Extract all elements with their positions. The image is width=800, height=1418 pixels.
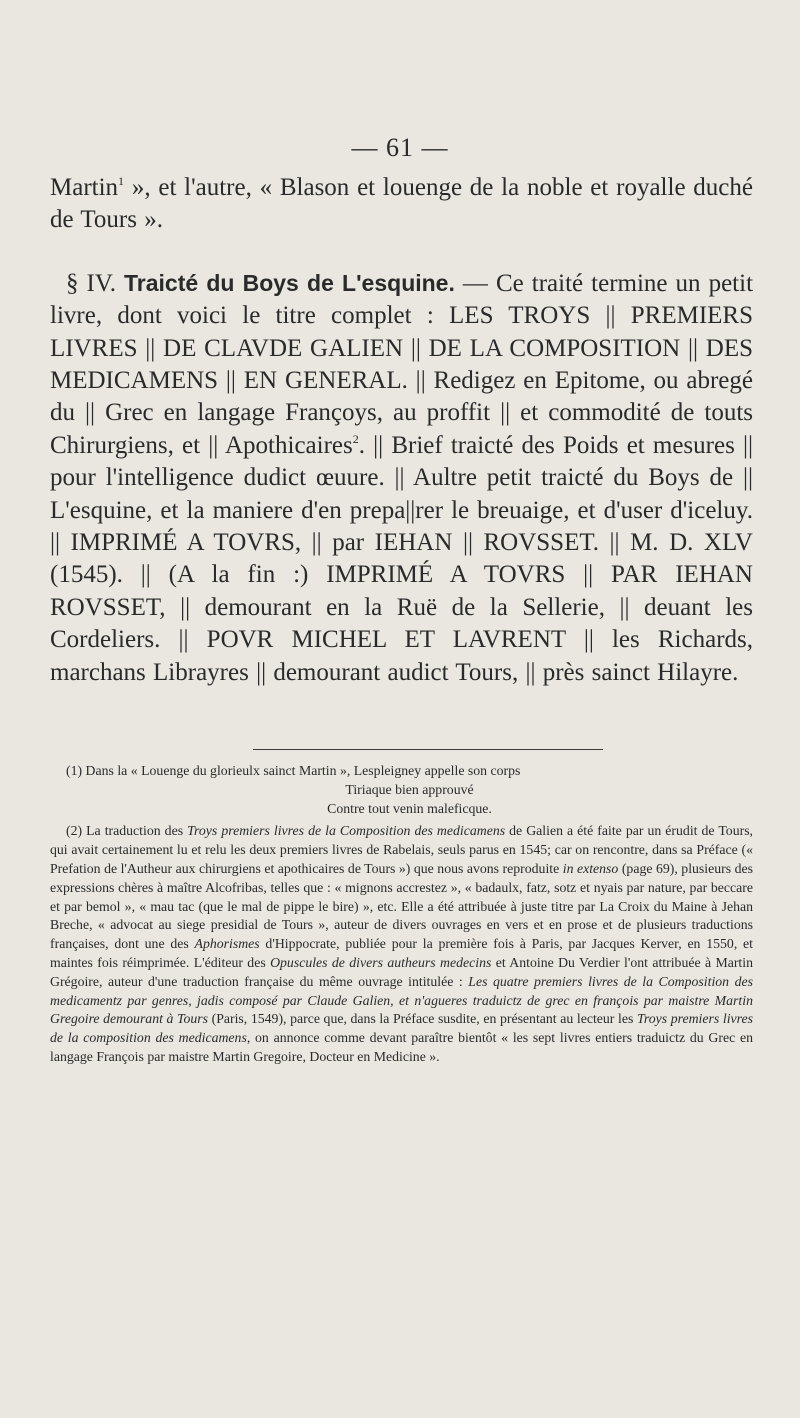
fn2-part-d: d'Hippocrate, publiée pour la première fois à Paris, par Jacques Kerver, en 1550, et maintes fois réimprimée. L'éditeur des [50, 936, 753, 970]
footnote-1-verse-1: Tiriaque bien approuvé [345, 781, 474, 797]
footnote-1-text: (1) Dans la « Louenge du glorieulx sainct Martin », Lespleigney appelle son corps [66, 763, 521, 778]
paragraph-2 [50, 267, 753, 689]
footnote-ref-1: 1 [118, 174, 125, 188]
fn2-italic-d: Opuscules de divers autheurs medecins [270, 954, 492, 970]
fn2-italic-c: Aphorismes [194, 936, 260, 952]
fn2-part-g: , on annonce comme devant paraître bientôt « les sept livres entiers traduictz du Grec en langage François par maistre Martin Gregoire, Docteur en Medicine ». [50, 1030, 753, 1064]
fn2-part-b: de Galien a été faite par un érudit de Tours, qui avait certainement lu et relu les deux premiers livres de Rabelais, seuls parus en 1545; car on rencontre, dans sa Préface (« Prefation de l'Autheur aux chirurgiens et apothicaires de Tours ») que nous avons reproduite [50, 823, 754, 876]
fn2-part-a: (2) La traduction des [66, 823, 188, 839]
footnote-2 [50, 822, 753, 1066]
fn2-part-c: (page 69), plusieurs des expressions chères à maître Alcofribas, telles que : « mignons accrestez », « badaulx, fatz, sotz et nyais par nature, par beccare et par bemol », « mau tac (que le mal de pippe le bire) », etc. Elle a été attribuée à juste titre par La Croix du Maine à Jehan Breche, « advocat au siege presidial de Tours », auteur de divers ouvrages en vers et en prose et de plusieurs traductions françaises, dont une des [50, 860, 754, 952]
fn2-italic-a: Troys premiers livres de la Composition des medicamens [187, 823, 506, 839]
footnote-1-verse-2: Contre tout venin maleficque. [327, 800, 492, 816]
fn2-italic-f: Troys premiers livres de la composition des medicamens [50, 1011, 753, 1046]
section-mark: § IV. [66, 269, 116, 297]
page-number: — 61 — [351, 133, 449, 162]
footnotes [50, 762, 753, 1067]
footnote-separator [253, 749, 603, 750]
paragraph-1-start: Martin [50, 174, 119, 201]
paragraph-1-rest: », et l'autre, « Blason et louenge de la noble et royalle duché de Tours ». [50, 174, 753, 234]
paragraph-2-body-cont: . || Brief traicté des Poids et mesures || pour l'intelligence dudict œuure. || Aultre petit traicté du Boys de || L'esquine, et la maniere d'en prepa||rer le breuaige, et d'user d'iceluy. || IMPRIMÉ A TOVRS, || par IEHAN || ROVSSET. || M. D. XLV (1545). || (A la fin :) IMPRIMÉ A TOVRS || PAR IEHAN ROVSSET, || demourant en la Ruë de la Sellerie, || deuant les Cordeliers. || POVR MICHEL ET LAVRENT || les Richards, marchans Librayres || demourant audict Tours, || près sainct Hilayre. [50, 431, 753, 686]
footnote-ref-2: 2 [352, 431, 359, 446]
fn2-italic-b: in extenso [562, 860, 619, 876]
paragraph-1 [50, 172, 753, 237]
fn2-italic-e: Les quatre premiers livres de la Composition des medicamentz par genres, jadis composé par Claude Galien, et n'agueres traduictz de grec en françois par maistre Martin Gregoire demourant à Tours [50, 973, 753, 1027]
fn2-part-e: et Antoine Du Verdier l'ont attribuée à Martin Grégoire, auteur d'une traduction française du même ouvrage intitulée : [50, 954, 753, 989]
fn2-part-f: (Paris, 1549), parce que, dans la Préface susdite, en présentant au lecteur les [208, 1011, 637, 1027]
main-text [50, 172, 753, 689]
paragraph-2-body: — Ce traité termine un petit livre, dont voici le titre complet : LES TROYS || PREMIERS LIVRES || DE CLAVDE GALIEN || DE LA COMPOSITION || DES MEDICAMENS || EN GENERAL. || Redigez en Epitome, ou abregé du || Grec en langage Françoys, au proffit || et commodité de touts Chirurgiens, et || Apothicaires [50, 269, 754, 459]
section-heading: Traicté du Boys de L'esquine. [124, 269, 455, 296]
footnote-1 [50, 762, 753, 818]
